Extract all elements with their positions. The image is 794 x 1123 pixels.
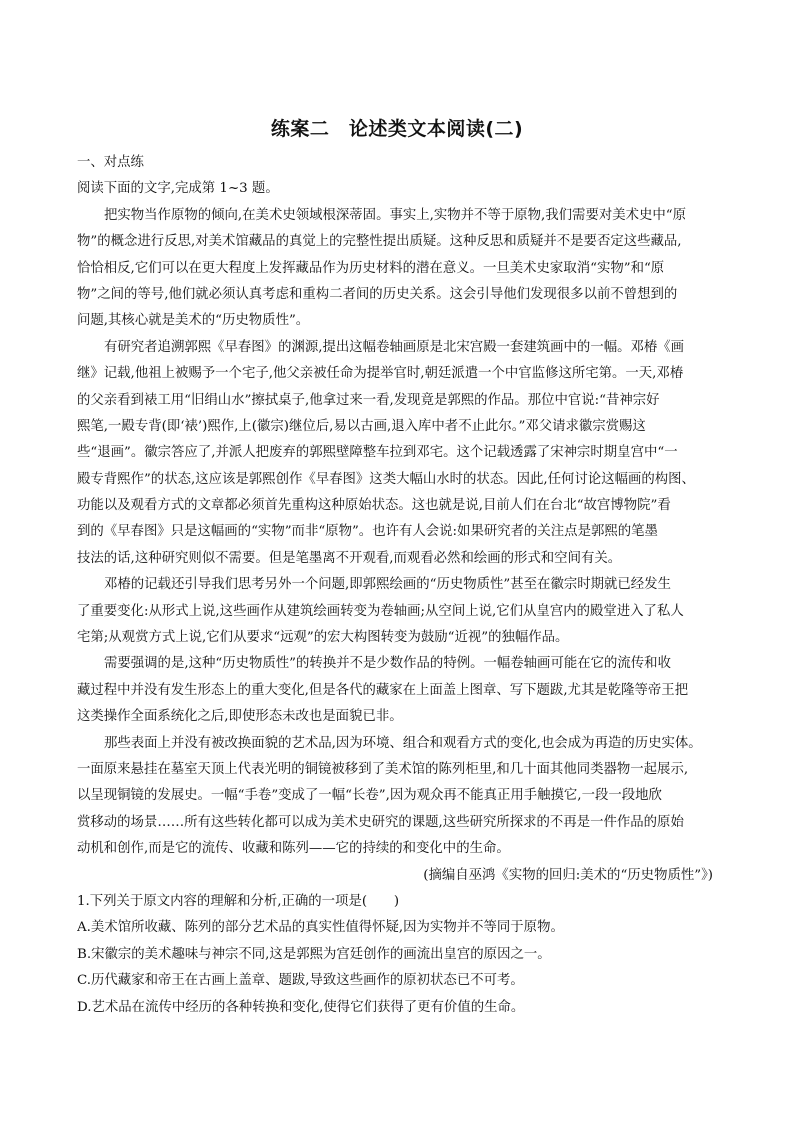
paragraph-line: 那些表面上并没有被改换面貌的艺术品,因为环境、组合和观看方式的变化,也会成为再造的历史实体。	[104, 735, 702, 751]
option-a: A.美术馆所收藏、陈列的部分艺术品的真实性值得怀疑,因为实物并不等同于原物。	[77, 920, 564, 936]
paragraph-line: 一面原来悬挂在墓室天顶上代表光明的铜镜被移到了美术馆的陈列柜里,和几十面其他同类器物一起展示,	[77, 761, 689, 777]
paragraph	[77, 731, 717, 863]
section-heading: 一、对点练	[77, 155, 144, 170]
paragraph	[77, 651, 717, 730]
source-citation: (摘编自巫鸿《实物的回归:美术的“历史物质性”》)	[423, 867, 713, 883]
paragraph-line: 需要强调的是,这种“历史物质性”的转换并不是少数作品的特例。一幅卷轴画可能在它的流传和收	[104, 656, 671, 672]
paragraph-line: 到的《早春图》只是这幅画的“实物”而非“原物”。也许有人会说:如果研究者的关注点是郭熙的笔墨	[77, 524, 658, 540]
paragraph-line: 动机和创作,而是它的流传、收藏和陈列——它的持续的和变化中的生命。	[77, 841, 510, 857]
option-d: D.艺术品在流传中经历的各种转换和变化,使得它们获得了更有价值的生命。	[77, 999, 525, 1015]
paragraph-line: 殿专背熙作”的状态,这应该是郭熙创作《早春图》这类大幅山水时的状态。因此,任何讨论这幅画的构图、	[77, 471, 695, 487]
paragraph-line: 问题,其核心就是美术的“历史物质性”。	[77, 313, 310, 329]
question-stem: 1.下列关于原文内容的理解和分析,正确的一项是( )	[77, 893, 400, 909]
paragraph	[77, 572, 717, 651]
page-title: 练案二 论述类文本阅读(二)	[270, 118, 524, 140]
option-b: B.宋徽宗的美术趣味与神宗不同,这是郭熙为宫廷创作的画流出皇宫的原因之一。	[77, 946, 551, 962]
paragraph-line: 功能以及观看方式的文章都必须首先重构这种原始状态。这也就是说,目前人们在台北“故宫博物院”看	[77, 498, 671, 514]
paragraph-line: 的父亲看到裱工用“旧绢山水”擦拭桌子,他拿过来一看,发现竟是郭熙的作品。那位中官说:“昔神宗好	[77, 392, 660, 408]
paragraph-line: 赏移动的场景……所有这些转化都可以成为美术史研究的课题,这些研究所探求的不再是一件作品的原始	[77, 814, 684, 830]
paragraph	[77, 335, 717, 573]
paragraph	[77, 203, 717, 335]
paragraph-line: 藏过程中并没有发生形态上的重大变化,但是各代的藏家在上面盖上图章、写下题跋,尤其是乾隆等帝王把	[77, 682, 689, 698]
paragraph-line: 宅第;从观赏方式上说,它们从要求“远观”的宏大构图转变为鼓励“近视”的独幅作品。	[77, 630, 569, 646]
paragraph-line: 这类操作全面系统化之后,即使形态未改也是面貌已非。	[77, 709, 403, 725]
paragraph-line: 邓椿的记载还引导我们思考另外一个问题,即郭熙绘画的“历史物质性”甚至在徽宗时期就已经发生	[104, 577, 671, 593]
paragraph-line: 些“退画”。徽宗答应了,并派人把废弃的郭熙壁障整车拉到邓宅。这个记载透露了宋神宗时期皇宫中“一	[77, 445, 678, 461]
reading-instruction: 阅读下面的文字,完成第 1~3 题。	[77, 181, 279, 197]
paragraph-line: 以呈现铜镜的发展史。一幅“手卷”变成了一幅“长卷”,因为观众再不能真正用手触摸它,一段一段地欣	[77, 788, 662, 804]
paragraph-line: 把实物当作原物的倾向,在美术史领域根深蒂固。事实上,实物并不等于原物,我们需要对美术史中“原	[104, 207, 687, 223]
document-body	[77, 150, 717, 1021]
paragraph-line: 熙笔,一殿专背(即‘裱’)熙作,上(徽宗)继位后,易以古画,退入库中者不止此尔。”邓父请求徽宗赏赐这	[77, 418, 646, 434]
question-block	[77, 889, 717, 1021]
paragraph-line: 恰恰相反,它们可以在更大程度上发挥藏品作为历史材料的潜在意义。一旦美术史家取消“实物”和“原	[77, 260, 665, 276]
paragraph-line: 技法的话,这种研究则似不需要。但是笔墨离不开观看,而观看必然和绘画的形式和空间有关。	[77, 550, 622, 566]
option-c: C.历代藏家和帝王在古画上盖章、题跋,导致这些画作的原初状态已不可考。	[77, 973, 524, 989]
paragraph-line: 有研究者追溯郭熙《早春图》的渊源,提出这幅卷轴画原是北宋宫殿一套建筑画中的一幅。邓椿《画	[104, 339, 685, 355]
paragraph-line: 了重要变化:从形式上说,这些画作从建筑绘画转变为卷轴画;从空间上说,它们从皇宫内的殿堂进入了私人	[77, 603, 684, 619]
paragraph-line: 物”之间的等号,他们就必须认真考虑和重构二者间的历史关系。这会引导他们发现很多以前不曾想到的	[77, 286, 678, 302]
paragraph-line: 物”的概念进行反思,对美术馆藏品的真觉上的完整性提出质疑。这种反思和质疑并不是要否定这些藏品,	[77, 234, 682, 250]
paragraph-line: 继》记载,他祖上被赐予一个宅子,他父亲被任命为提举官时,朝廷派遣一个中官监修这所宅第。一天,邓椿	[77, 366, 684, 382]
